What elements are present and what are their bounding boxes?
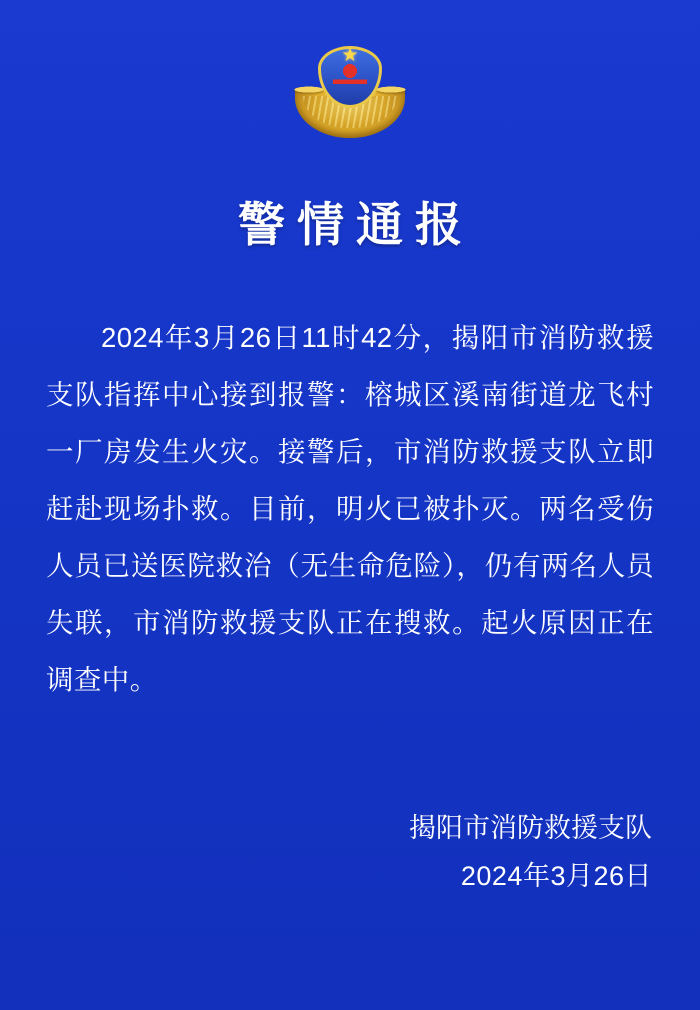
announcement-body: 2024年3月26日11时42分，揭阳市消防救援支队指挥中心接到报警：榕城区溪南街道龙飞村一厂房发生火灾。接警后，市消防救援支队立即赶赴现场扑救。目前，明火已被扑灭。两名受伤人员已送医院救治（无生命危险），仍有两名人员失联，市消防救援支队正在搜救。起火原因正在调查中。 [46,322,654,695]
page-title: 警情通报 [238,198,474,251]
signature-date: 2024年3月26日 [460,861,652,891]
signature-organization: 揭阳市消防救援支队 [409,813,652,843]
emblem-container [46,0,654,140]
emblem-star-glyph: ★ [341,45,359,66]
police-badge-emblem-icon [295,36,405,140]
signature-block [46,804,654,900]
